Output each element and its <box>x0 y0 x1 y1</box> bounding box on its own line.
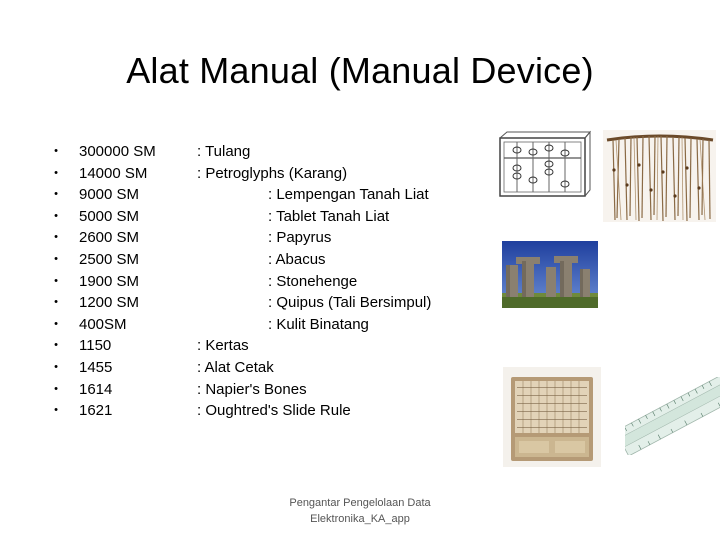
bullet-icon: • <box>54 339 58 352</box>
year-label: 2500 SM <box>79 250 140 268</box>
year-label: 2600 SM <box>79 229 140 247</box>
bullet-icon: • <box>54 231 58 244</box>
year-label: 300000 SM <box>79 143 156 160</box>
year-label: 1455 <box>79 358 113 376</box>
year-label: 1900 SM <box>79 272 140 290</box>
stonehenge-photo-image <box>502 241 598 308</box>
bullet-icon: • <box>54 382 58 395</box>
bullet-icon: • <box>54 296 58 309</box>
bullet-icon: • <box>54 274 58 287</box>
device-description: : Abacus <box>268 250 326 268</box>
device-description: : Tablet Tanah Liat <box>268 207 390 225</box>
device-description: : Petroglyphs (Karang) <box>197 164 348 182</box>
bullet-icon: • <box>54 360 58 373</box>
year-label: 9000 SM <box>79 186 140 204</box>
slide-rule-photo-image <box>625 377 720 455</box>
device-description: : Napier's Bones <box>197 380 307 398</box>
year-label: 5000 SM <box>79 207 140 225</box>
bullet-icon: • <box>54 317 58 330</box>
napiers-bones-photo-image <box>503 367 601 467</box>
footer-line-2: Elektronika_KA_app <box>310 513 410 525</box>
year-label: 1621 <box>79 402 113 420</box>
bullet-icon: • <box>54 252 58 265</box>
bullet-icon: • <box>54 404 58 417</box>
bullet-icon: • <box>54 209 58 222</box>
device-description: : Alat Cetak <box>197 358 274 376</box>
year-label: 14000 SM <box>79 164 148 182</box>
quipu-photo-image <box>603 130 716 222</box>
device-description: : Papyrus <box>268 229 332 247</box>
bullet-icon: • <box>54 145 58 157</box>
year-label: 400SM <box>79 315 127 333</box>
device-description: : Lempengan Tanah Liat <box>268 186 429 204</box>
bullet-icon: • <box>54 166 58 179</box>
device-description: : Tulang <box>197 143 251 160</box>
device-description: : Stonehenge <box>268 272 358 290</box>
device-description: : Oughtred's Slide Rule <box>197 402 351 420</box>
year-label: 1614 <box>79 380 113 398</box>
device-description: : Kertas <box>197 337 249 355</box>
slide-title: Alat Manual (Manual Device) <box>126 50 594 91</box>
device-description: : Kulit Binatang <box>268 315 369 333</box>
abacus-drawing-image <box>495 128 593 208</box>
slide-footer <box>270 495 450 527</box>
footer-line-1: Pengantar Pengelolaan Data <box>289 497 431 509</box>
device-description: : Quipus (Tali Bersimpul) <box>268 294 432 312</box>
bullet-icon: • <box>54 188 58 201</box>
year-label: 1200 SM <box>79 294 140 312</box>
year-label: 1150 <box>79 337 112 355</box>
